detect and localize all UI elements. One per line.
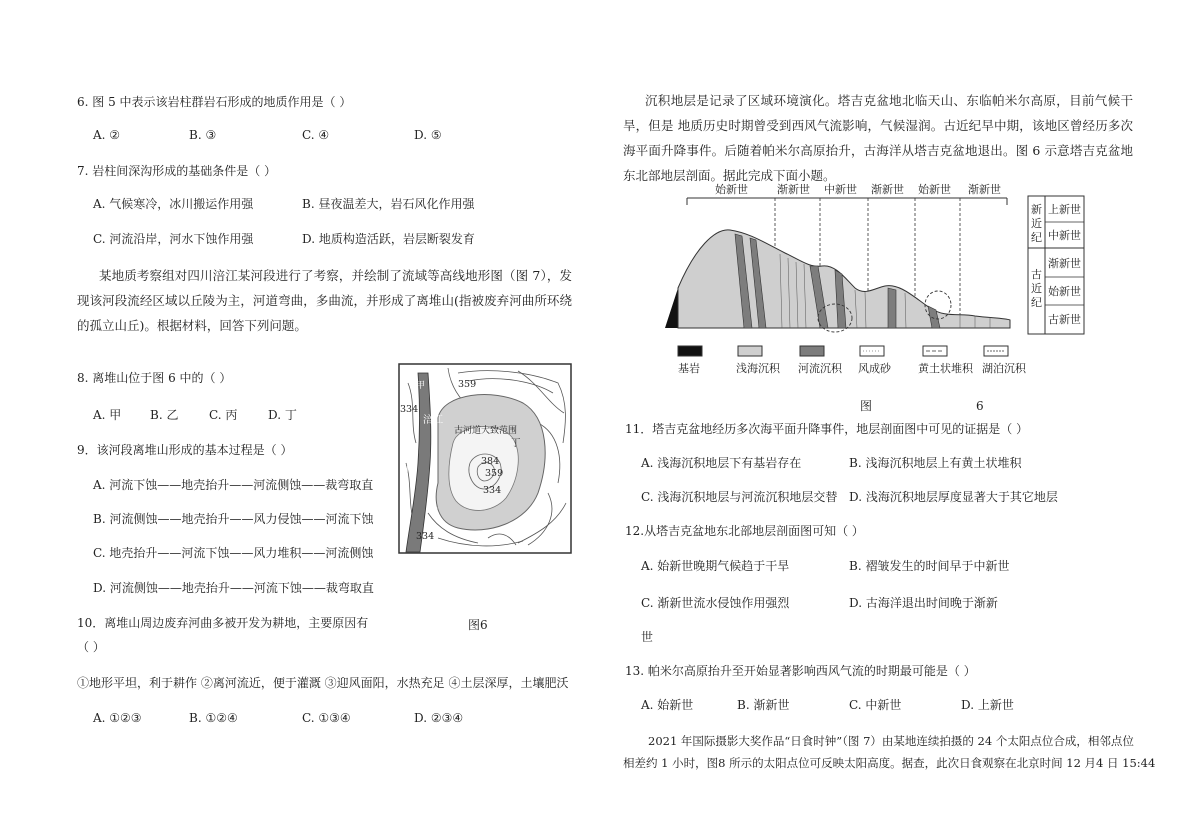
epoch-label-5: 始新世 xyxy=(918,183,951,196)
q7-option-c: C. 河流沿岸，河水下蚀作用强 xyxy=(93,232,254,246)
legend-shallow-marine: 浅海沉积 xyxy=(736,362,780,375)
q9-option-d: D. 河流侧蚀——地壳抬升——河流下蚀——裁弯取直 xyxy=(93,581,374,595)
q13-option-c: C. 中新世 xyxy=(849,698,902,712)
q10-items: ①地形平坦，利于耕作 ②离河流近，便于灌溉 ③迎风面阳，水热充足 ④土层深厚，土壤肥沃 xyxy=(77,676,569,690)
q8-stem: 8. 离堆山位于图 6 中的（ ） xyxy=(77,371,232,385)
q7-stem: 7. 岩柱间深沟形成的基础条件是（ ） xyxy=(77,164,277,178)
figure-6-caption-right-a: 图 xyxy=(860,399,873,413)
q9-option-b: B. 河流侧蚀——地壳抬升——风力侵蚀——河流下蚀 xyxy=(93,512,374,526)
passage-tajik: 沉积地层是记录了区域环境演化。塔吉克盆地北临天山、东临帕米尔高原，目前气候干旱，但是 地质历史时期曾受到西风气流影响，气候湿润。古近纪早中期，该地区曾经历多次海平面升降事件。后随着帕米尔高原抬升，古海洋从塔吉克盆地退出。图 6 示意塔吉克盆地东北部地层剖面。据此完成下面小题。 xyxy=(623,93,1133,183)
strata-section-figure xyxy=(660,178,1090,378)
q12-stem: 12.从塔吉克盆地东北部地层剖面图可知（ ） xyxy=(625,524,864,538)
q7-option-d: D. 地质构造活跃，岩层断裂发育 xyxy=(302,232,475,246)
legend-lacustrine: 湖泊沉积 xyxy=(982,362,1026,375)
legend-fluvial: 河流沉积 xyxy=(798,362,842,375)
passage-eclipse-line2: 相差约 1 小时，图8 所示的太阳点位可反映太阳高度。据查，此次日食观察在北京时间 12 月4 日 15:44 xyxy=(623,756,1156,770)
figure-6-caption-left: 图6 xyxy=(468,618,488,632)
legend-loess: 黄土状堆积 xyxy=(918,362,973,375)
passage-fujiang: 某地质考察组对四川涪江某河段进行了考察，并绘制了流域等高线地形图（图 7），发现该河段流经区域以丘陵为主，河道弯曲，多曲流，并形成了离堆山(指被废弃河曲所环绕的孤立山丘)。根据材料，回答下列问题。 xyxy=(77,268,572,333)
q6-option-c: C. ④ xyxy=(302,128,330,142)
map-contour-334-bottom: 334 xyxy=(416,531,435,542)
q7-option-a: A. 气候寒冷，冰川搬运作用强 xyxy=(93,197,254,211)
q12-option-c: C. 渐新世流水侵蚀作用强烈 xyxy=(641,596,790,610)
q10-option-c: C. ①③④ xyxy=(302,711,351,725)
era-paleogene-label: 古近纪 xyxy=(1031,268,1042,309)
q9-option-c: C. 地壳抬升——河流下蚀——风力堆积——河流侧蚀 xyxy=(93,546,374,560)
q13-option-a: A. 始新世 xyxy=(641,698,694,712)
q13-stem: 13. 帕米尔高原抬升至开始显著影响西风气流的时期最可能是（ ） xyxy=(625,664,976,678)
stage-label-3: 渐新世 xyxy=(1048,257,1081,270)
epoch-label-6: 渐新世 xyxy=(968,183,1001,196)
q6-stem: 6. 图 5 中表示该岩柱群岩石形成的地质作用是（ ） xyxy=(77,95,352,109)
q6-option-d: D. ⑤ xyxy=(414,128,442,142)
epoch-label-2: 渐新世 xyxy=(777,183,810,196)
q10-option-d: D. ②③④ xyxy=(414,711,464,725)
q8-option-c: C. 丙 xyxy=(209,408,238,422)
q11-option-c: C. 浅海沉积地层与河流沉积地层交替 xyxy=(641,490,838,504)
q11-stem: 11．塔吉克盆地经历多次海平面升降事件，地层剖面图中可见的证据是（ ） xyxy=(625,422,1029,436)
epoch-label-1: 始新世 xyxy=(715,183,748,196)
map-contour-359-top: 359 xyxy=(458,379,477,390)
stage-label-4: 始新世 xyxy=(1048,285,1081,298)
q12-option-a: A. 始新世晚期气候趋于干旱 xyxy=(641,559,790,573)
legend-bedrock: 基岩 xyxy=(678,362,700,375)
q10-stem: 10．离堆山周边废弃河曲多被开发为耕地，主要原因有 xyxy=(77,616,369,630)
figure-6-caption-right-b: 6 xyxy=(976,399,984,413)
stage-label-2: 中新世 xyxy=(1048,229,1081,242)
map-label-bing: 丙 xyxy=(406,464,416,474)
q10-option-b: B. ①②④ xyxy=(189,711,238,725)
stage-label-1: 上新世 xyxy=(1048,203,1081,216)
map-contour-334-left: 334 xyxy=(400,404,419,415)
map-river-label: 涪江 xyxy=(423,415,443,426)
q10-option-a: A. ①②③ xyxy=(93,711,142,725)
q11-option-d: D. 浅海沉积地层厚度显著大于其它地层 xyxy=(849,490,1058,504)
era-neogene-label: 新近纪 xyxy=(1031,203,1042,244)
legend-aeolian-sand: 风成砂 xyxy=(858,362,891,375)
q8-option-d: D. 丁 xyxy=(268,408,297,422)
q9-option-a: A. 河流下蚀——地壳抬升——河流侧蚀——裁弯取直 xyxy=(93,478,374,492)
q12-option-d: D. 古海洋退出时间晚于渐新 xyxy=(849,596,998,610)
map-contour-384: 384 xyxy=(481,456,500,467)
contour-map-figure xyxy=(398,363,572,554)
passage-eclipse-line1: 2021 年国际摄影大奖作品“日食时钟”（图 7）由某地连续拍摄的 24 个太阳点位合成，相邻点位 xyxy=(648,734,1134,748)
q6-option-b: B. ③ xyxy=(189,128,217,142)
q13-option-b: B. 渐新世 xyxy=(737,698,790,712)
q12-option-b: B. 褶皱发生的时间早于中新世 xyxy=(849,559,1010,573)
q11-option-a: A. 浅海沉积地层下有基岩存在 xyxy=(641,456,802,470)
q8-option-a: A. 甲 xyxy=(93,408,122,422)
q12-option-d-cont: 世 xyxy=(641,630,654,644)
epoch-label-4: 渐新世 xyxy=(871,183,904,196)
map-area-label: 古河道大致范围 xyxy=(454,426,518,436)
q9-stem: 9．该河段离堆山形成的基本过程是（ ） xyxy=(77,443,293,457)
q8-option-b: B. 乙 xyxy=(150,408,179,422)
map-label-jia: 甲 xyxy=(416,381,426,391)
q13-option-d: D. 上新世 xyxy=(961,698,1014,712)
q10-stem-bracket: （ ） xyxy=(77,640,105,654)
q6-option-a: A. ② xyxy=(93,128,121,142)
stage-label-5: 古新世 xyxy=(1048,313,1081,326)
q7-option-b: B. 昼夜温差大，岩石风化作用强 xyxy=(302,197,475,211)
map-contour-359-center: 359 xyxy=(485,468,504,479)
map-contour-334-center: 334 xyxy=(483,485,502,496)
map-label-yi: 乙 xyxy=(430,507,440,518)
q11-option-b: B. 浅海沉积地层上有黄土状堆积 xyxy=(849,456,1022,470)
map-label-ding: 丁 xyxy=(511,438,521,449)
epoch-label-3: 中新世 xyxy=(824,183,857,196)
